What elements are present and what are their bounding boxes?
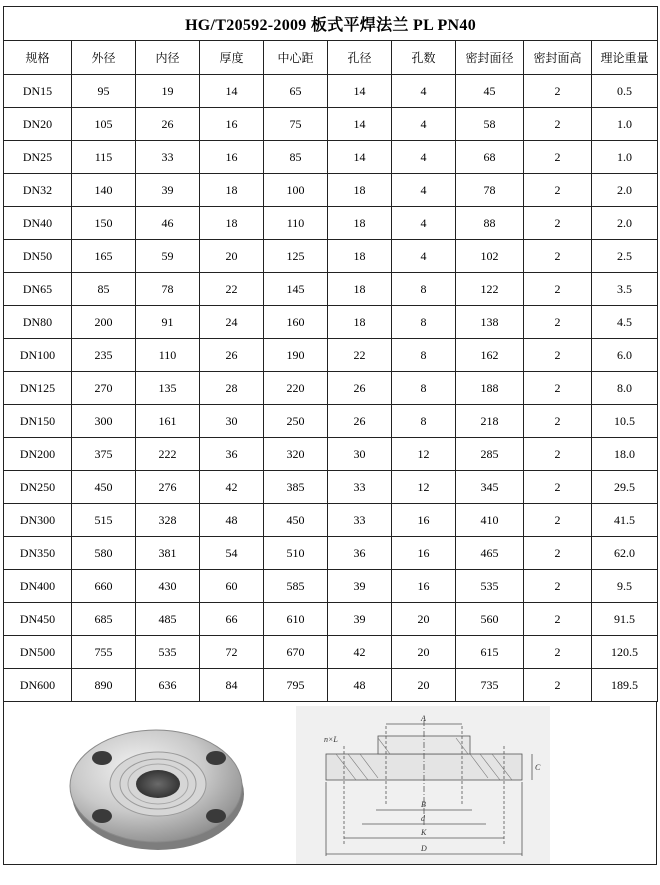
value-cell: 218: [456, 405, 524, 438]
table-title: HG/T20592-2009 板式平焊法兰 PL PN40: [4, 7, 658, 41]
figure-panel: [3, 702, 657, 865]
value-cell: 510: [264, 537, 328, 570]
value-cell: 18: [328, 273, 392, 306]
table-row: [4, 636, 658, 669]
value-cell: 84: [200, 669, 264, 702]
column-header: 理论重量: [592, 41, 658, 75]
table-body: [4, 75, 658, 702]
value-cell: 2: [524, 603, 592, 636]
table-row: [4, 207, 658, 240]
value-cell: 58: [456, 108, 524, 141]
column-header: 厚度: [200, 41, 264, 75]
size-cell: DN50: [4, 240, 72, 273]
value-cell: 535: [456, 570, 524, 603]
column-header: 规格: [4, 41, 72, 75]
value-cell: 42: [200, 471, 264, 504]
value-cell: 6.0: [592, 339, 658, 372]
value-cell: 4.5: [592, 306, 658, 339]
value-cell: 100: [264, 174, 328, 207]
value-cell: 890: [72, 669, 136, 702]
value-cell: 585: [264, 570, 328, 603]
value-cell: 36: [328, 537, 392, 570]
value-cell: 161: [136, 405, 200, 438]
value-cell: 285: [456, 438, 524, 471]
value-cell: 2: [524, 570, 592, 603]
value-cell: 2: [524, 636, 592, 669]
value-cell: 14: [328, 108, 392, 141]
size-cell: DN600: [4, 669, 72, 702]
value-cell: 190: [264, 339, 328, 372]
value-cell: 20: [392, 603, 456, 636]
value-cell: 91.5: [592, 603, 658, 636]
value-cell: 615: [456, 636, 524, 669]
table-row: [4, 174, 658, 207]
value-cell: 14: [200, 75, 264, 108]
value-cell: 95: [72, 75, 136, 108]
value-cell: 670: [264, 636, 328, 669]
value-cell: 41.5: [592, 504, 658, 537]
dim-label-c: C: [535, 763, 541, 772]
value-cell: 2: [524, 372, 592, 405]
dim-label-k: K: [421, 828, 427, 837]
value-cell: 8.0: [592, 372, 658, 405]
value-cell: 375: [72, 438, 136, 471]
dim-label-b: B: [421, 800, 426, 809]
column-header: 中心距: [264, 41, 328, 75]
value-cell: 450: [264, 504, 328, 537]
column-header: 内径: [136, 41, 200, 75]
value-cell: 2: [524, 141, 592, 174]
value-cell: 78: [456, 174, 524, 207]
size-cell: DN200: [4, 438, 72, 471]
value-cell: 68: [456, 141, 524, 174]
value-cell: 4: [392, 108, 456, 141]
value-cell: 85: [72, 273, 136, 306]
value-cell: 10.5: [592, 405, 658, 438]
value-cell: 39: [328, 603, 392, 636]
value-cell: 18: [200, 207, 264, 240]
value-cell: 200: [72, 306, 136, 339]
value-cell: 18: [328, 207, 392, 240]
value-cell: 16: [392, 504, 456, 537]
table-row: [4, 537, 658, 570]
value-cell: 12: [392, 471, 456, 504]
value-cell: 115: [72, 141, 136, 174]
table-row: [4, 372, 658, 405]
value-cell: 4: [392, 141, 456, 174]
value-cell: 276: [136, 471, 200, 504]
value-cell: 4: [392, 240, 456, 273]
value-cell: 2: [524, 207, 592, 240]
value-cell: 2: [524, 174, 592, 207]
value-cell: 0.5: [592, 75, 658, 108]
value-cell: 20: [200, 240, 264, 273]
table-row: [4, 273, 658, 306]
dim-label-a: A: [421, 714, 426, 723]
value-cell: 430: [136, 570, 200, 603]
size-cell: DN400: [4, 570, 72, 603]
value-cell: 138: [456, 306, 524, 339]
value-cell: 610: [264, 603, 328, 636]
value-cell: 135: [136, 372, 200, 405]
value-cell: 20: [392, 636, 456, 669]
value-cell: 515: [72, 504, 136, 537]
value-cell: 270: [72, 372, 136, 405]
value-cell: 2: [524, 75, 592, 108]
value-cell: 22: [200, 273, 264, 306]
value-cell: 485: [136, 603, 200, 636]
value-cell: 4: [392, 207, 456, 240]
value-cell: 2: [524, 405, 592, 438]
value-cell: 26: [328, 372, 392, 405]
value-cell: 46: [136, 207, 200, 240]
value-cell: 465: [456, 537, 524, 570]
value-cell: 2: [524, 306, 592, 339]
value-cell: 125: [264, 240, 328, 273]
value-cell: 18: [328, 174, 392, 207]
value-cell: 2: [524, 273, 592, 306]
value-cell: 2: [524, 504, 592, 537]
size-cell: DN20: [4, 108, 72, 141]
value-cell: 12: [392, 438, 456, 471]
value-cell: 345: [456, 471, 524, 504]
header-row: [4, 41, 658, 75]
value-cell: 30: [328, 438, 392, 471]
value-cell: 2: [524, 438, 592, 471]
size-cell: DN350: [4, 537, 72, 570]
value-cell: 2: [524, 108, 592, 141]
size-cell: DN80: [4, 306, 72, 339]
value-cell: 2: [524, 339, 592, 372]
value-cell: 1.0: [592, 108, 658, 141]
value-cell: 450: [72, 471, 136, 504]
value-cell: 8: [392, 339, 456, 372]
table-row: [4, 240, 658, 273]
table-row: [4, 306, 658, 339]
value-cell: 33: [136, 141, 200, 174]
value-cell: 48: [328, 669, 392, 702]
value-cell: 165: [72, 240, 136, 273]
value-cell: 105: [72, 108, 136, 141]
table-row: [4, 405, 658, 438]
value-cell: 120.5: [592, 636, 658, 669]
value-cell: 188: [456, 372, 524, 405]
value-cell: 795: [264, 669, 328, 702]
dim-label-nxl: n×L: [324, 735, 338, 744]
value-cell: 26: [136, 108, 200, 141]
value-cell: 26: [200, 339, 264, 372]
value-cell: 16: [200, 141, 264, 174]
value-cell: 735: [456, 669, 524, 702]
value-cell: 33: [328, 471, 392, 504]
value-cell: 22: [328, 339, 392, 372]
size-cell: DN500: [4, 636, 72, 669]
value-cell: 28: [200, 372, 264, 405]
size-cell: DN300: [4, 504, 72, 537]
value-cell: 660: [72, 570, 136, 603]
value-cell: 36: [200, 438, 264, 471]
spec-sheet: [3, 6, 657, 882]
value-cell: 220: [264, 372, 328, 405]
value-cell: 2.0: [592, 207, 658, 240]
table-row: [4, 141, 658, 174]
value-cell: 2: [524, 240, 592, 273]
flange-photo: [66, 724, 246, 852]
value-cell: 102: [456, 240, 524, 273]
value-cell: 20: [392, 669, 456, 702]
value-cell: 122: [456, 273, 524, 306]
value-cell: 410: [456, 504, 524, 537]
value-cell: 2.0: [592, 174, 658, 207]
size-cell: DN15: [4, 75, 72, 108]
column-header: 外径: [72, 41, 136, 75]
table-row: [4, 504, 658, 537]
value-cell: 88: [456, 207, 524, 240]
value-cell: 4: [392, 174, 456, 207]
value-cell: 535: [136, 636, 200, 669]
value-cell: 30: [200, 405, 264, 438]
value-cell: 580: [72, 537, 136, 570]
size-cell: DN450: [4, 603, 72, 636]
value-cell: 110: [264, 207, 328, 240]
value-cell: 162: [456, 339, 524, 372]
value-cell: 39: [136, 174, 200, 207]
value-cell: 8: [392, 273, 456, 306]
size-cell: DN150: [4, 405, 72, 438]
value-cell: 636: [136, 669, 200, 702]
table-row: [4, 75, 658, 108]
value-cell: 685: [72, 603, 136, 636]
value-cell: 140: [72, 174, 136, 207]
dim-label-d-small: d: [421, 814, 425, 823]
value-cell: 54: [200, 537, 264, 570]
table-row: [4, 603, 658, 636]
value-cell: 18: [200, 174, 264, 207]
value-cell: 19: [136, 75, 200, 108]
value-cell: 16: [392, 570, 456, 603]
value-cell: 39: [328, 570, 392, 603]
value-cell: 14: [328, 141, 392, 174]
table-row: [4, 471, 658, 504]
value-cell: 60: [200, 570, 264, 603]
value-cell: 72: [200, 636, 264, 669]
value-cell: 250: [264, 405, 328, 438]
column-header: 密封面高: [524, 41, 592, 75]
value-cell: 2.5: [592, 240, 658, 273]
value-cell: 320: [264, 438, 328, 471]
table-row: [4, 438, 658, 471]
value-cell: 8: [392, 405, 456, 438]
flange-drawing: [296, 706, 550, 864]
column-header: 密封面径: [456, 41, 524, 75]
value-cell: 300: [72, 405, 136, 438]
value-cell: 2: [524, 537, 592, 570]
value-cell: 18.0: [592, 438, 658, 471]
value-cell: 8: [392, 306, 456, 339]
value-cell: 4: [392, 75, 456, 108]
value-cell: 14: [328, 75, 392, 108]
value-cell: 110: [136, 339, 200, 372]
value-cell: 48: [200, 504, 264, 537]
value-cell: 75: [264, 108, 328, 141]
value-cell: 78: [136, 273, 200, 306]
value-cell: 85: [264, 141, 328, 174]
value-cell: 160: [264, 306, 328, 339]
value-cell: 222: [136, 438, 200, 471]
value-cell: 560: [456, 603, 524, 636]
size-cell: DN250: [4, 471, 72, 504]
value-cell: 33: [328, 504, 392, 537]
value-cell: 18: [328, 240, 392, 273]
value-cell: 26: [328, 405, 392, 438]
value-cell: 145: [264, 273, 328, 306]
value-cell: 42: [328, 636, 392, 669]
value-cell: 328: [136, 504, 200, 537]
value-cell: 62.0: [592, 537, 658, 570]
size-cell: DN32: [4, 174, 72, 207]
value-cell: 150: [72, 207, 136, 240]
table-row: [4, 570, 658, 603]
flange-spec-table: [3, 6, 658, 702]
value-cell: 8: [392, 372, 456, 405]
size-cell: DN125: [4, 372, 72, 405]
value-cell: 235: [72, 339, 136, 372]
value-cell: 29.5: [592, 471, 658, 504]
value-cell: 16: [392, 537, 456, 570]
value-cell: 9.5: [592, 570, 658, 603]
column-header: 孔径: [328, 41, 392, 75]
value-cell: 45: [456, 75, 524, 108]
value-cell: 16: [200, 108, 264, 141]
size-cell: DN65: [4, 273, 72, 306]
column-header: 孔数: [392, 41, 456, 75]
size-cell: DN40: [4, 207, 72, 240]
dim-label-d-big: D: [421, 844, 427, 853]
value-cell: 2: [524, 471, 592, 504]
value-cell: 18: [328, 306, 392, 339]
value-cell: 59: [136, 240, 200, 273]
size-cell: DN100: [4, 339, 72, 372]
table-row: [4, 669, 658, 702]
value-cell: 2: [524, 669, 592, 702]
value-cell: 65: [264, 75, 328, 108]
value-cell: 189.5: [592, 669, 658, 702]
value-cell: 385: [264, 471, 328, 504]
value-cell: 755: [72, 636, 136, 669]
value-cell: 66: [200, 603, 264, 636]
value-cell: 381: [136, 537, 200, 570]
value-cell: 24: [200, 306, 264, 339]
value-cell: 3.5: [592, 273, 658, 306]
size-cell: DN25: [4, 141, 72, 174]
table-row: [4, 108, 658, 141]
value-cell: 1.0: [592, 141, 658, 174]
table-row: [4, 339, 658, 372]
value-cell: 91: [136, 306, 200, 339]
